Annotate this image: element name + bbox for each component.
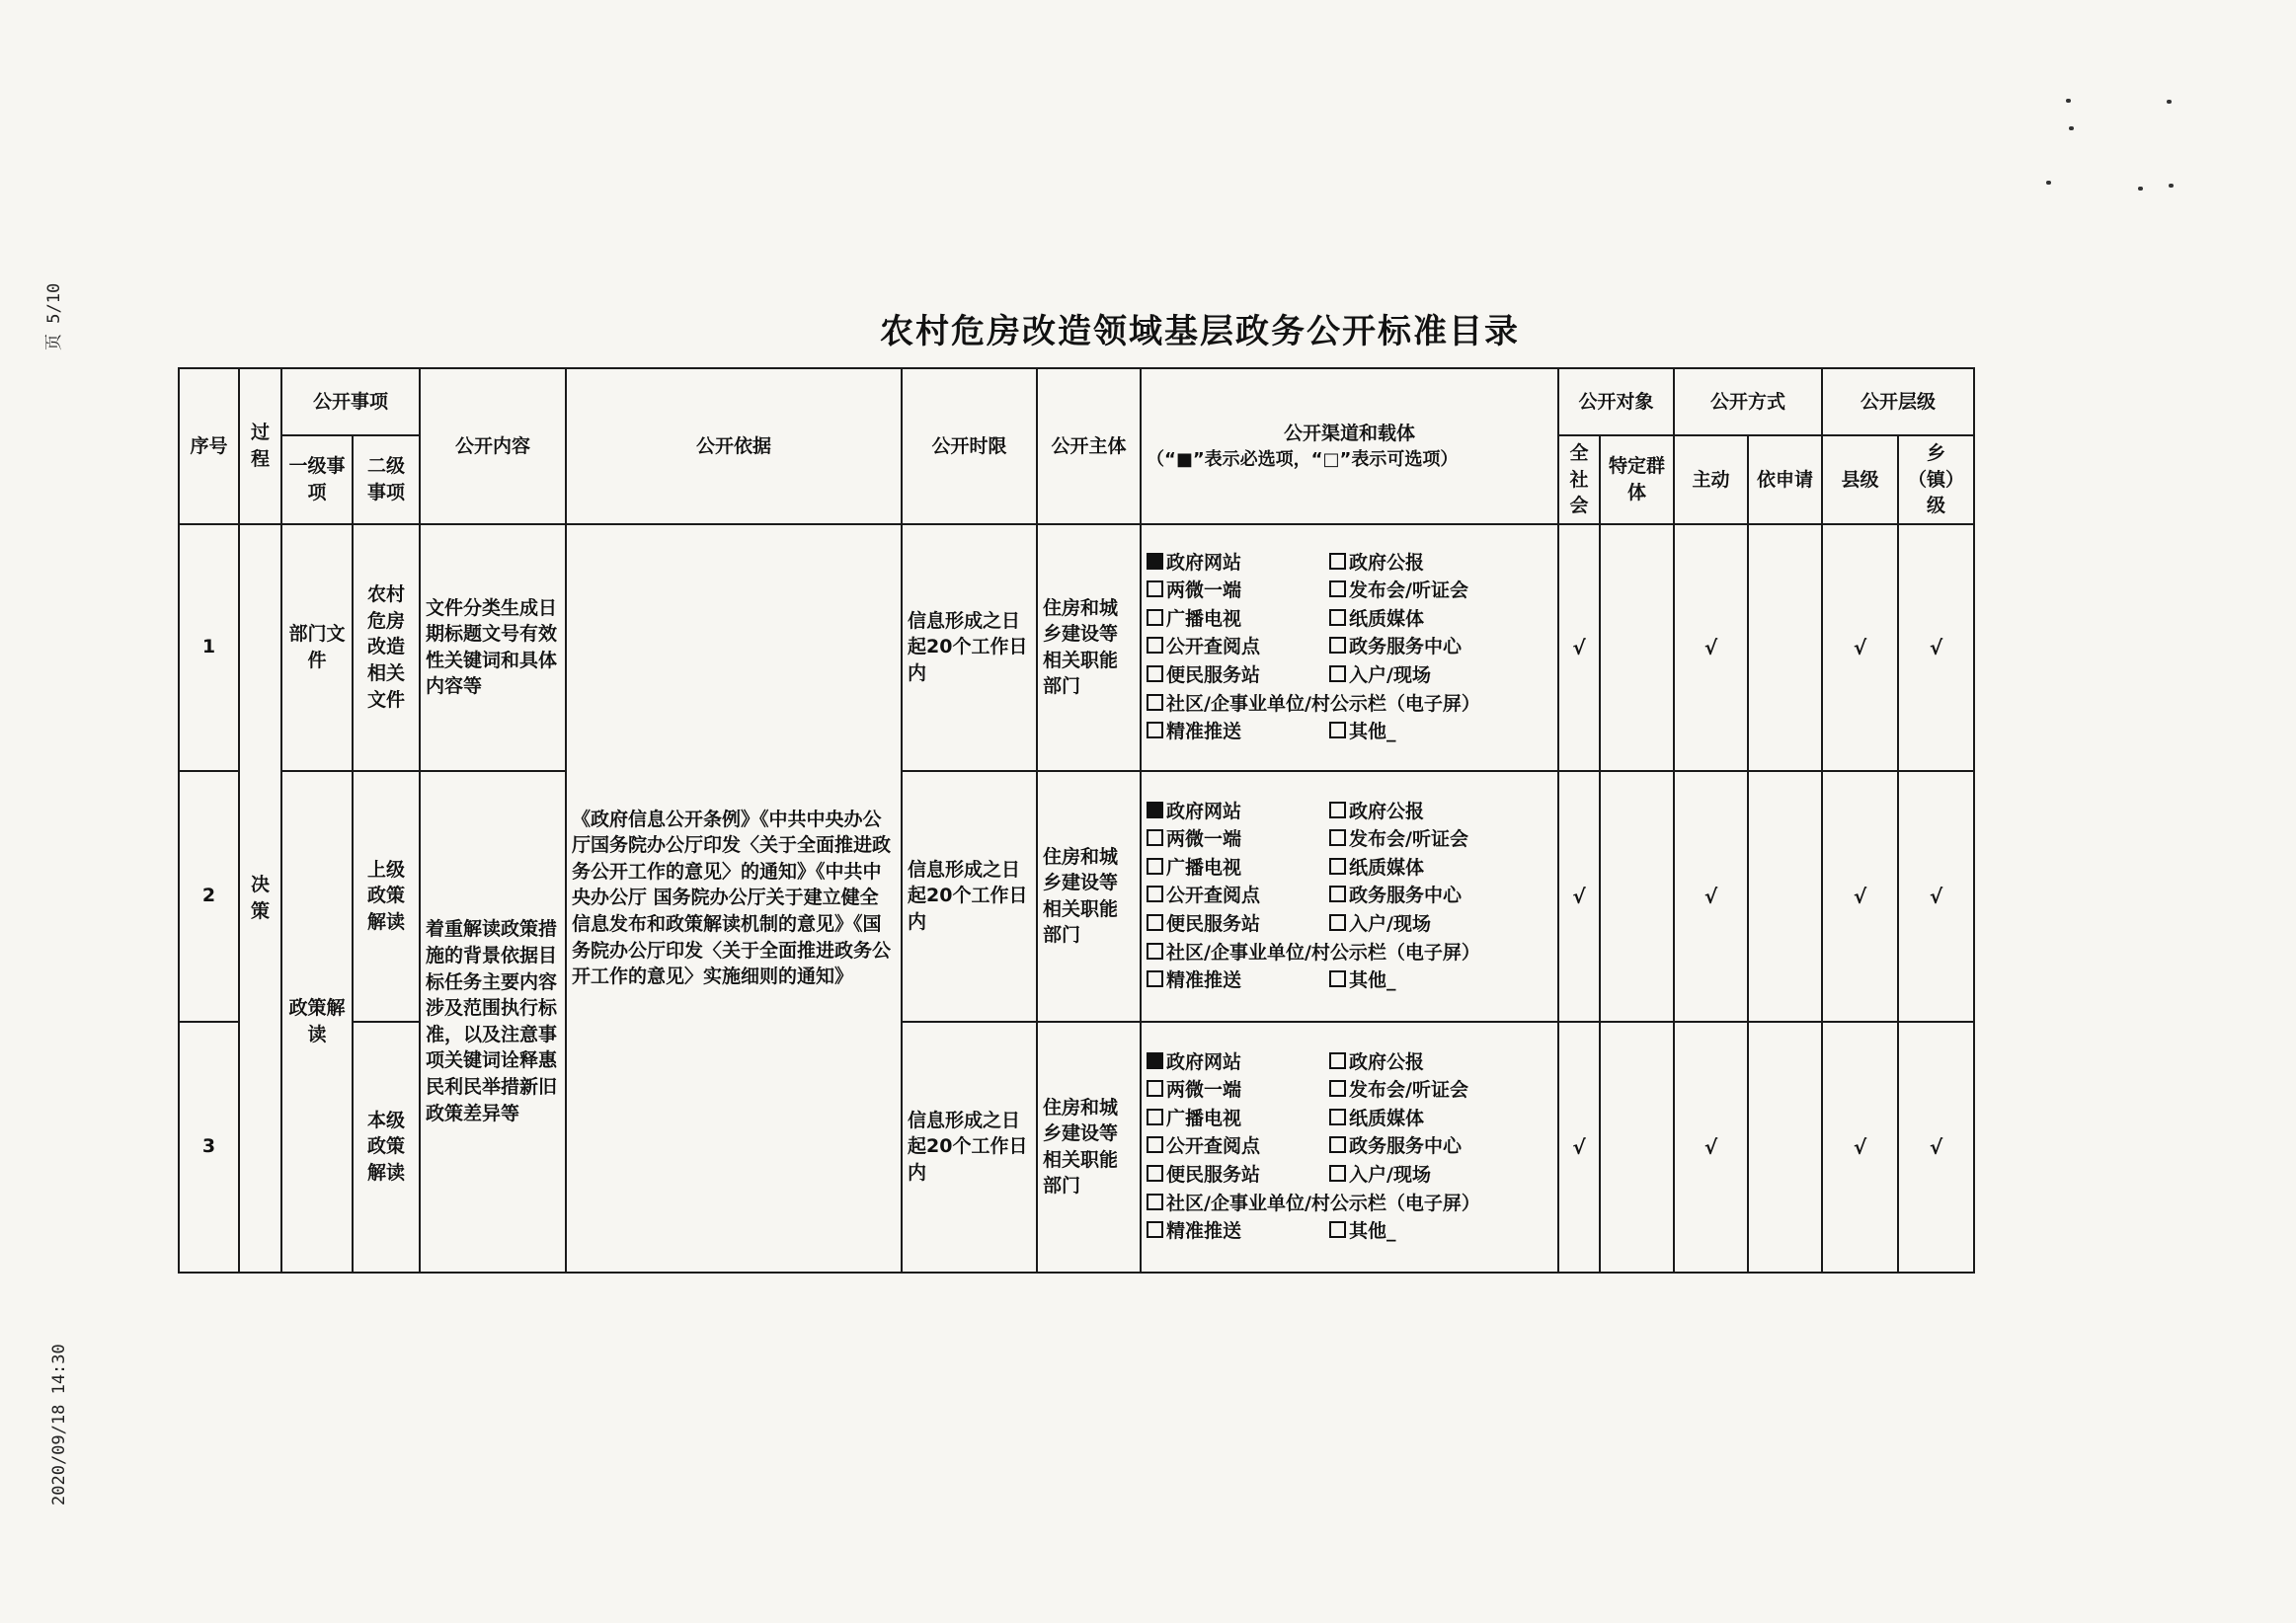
channel-label: 政府网站: [1166, 1050, 1242, 1073]
scan-speck: [2046, 181, 2051, 185]
basis-cell: 《政府信息公开条例》《中共中央办公厅国务院办公厅印发〈关于全面推进政务公开工作的意见〉的通知》《中共中央办公厅 国务院办公厅关于建立健全信息发布和政策解读机制的意见》《国务院办公厅印发〈关于全面推进政务公开工作的意见〉实施细则的通知》: [566, 524, 902, 1273]
channel-paper: [1329, 855, 1552, 882]
empty-box-icon: [1147, 858, 1163, 875]
header-channels: [1141, 368, 1558, 524]
channel-two-micro: [1147, 1077, 1329, 1104]
channel-label: 便民服务站: [1166, 913, 1261, 936]
empty-box-icon: [1147, 580, 1163, 597]
channel-label: 政务服务中心: [1349, 1135, 1463, 1158]
channel-press: [1329, 826, 1552, 853]
channel-service-center: [1329, 634, 1552, 660]
channel-list: [1147, 550, 1552, 745]
channel-label: 其他_: [1349, 721, 1396, 743]
row-target-specific: [1600, 1022, 1674, 1273]
header-method-active: 主动: [1674, 435, 1748, 524]
channel-label: 纸质媒体: [1349, 856, 1425, 879]
channel-label: 发布会/听证会: [1349, 1079, 1468, 1102]
channel-bulletin: [1147, 1191, 1552, 1217]
empty-box-icon: [1147, 1165, 1163, 1182]
channel-convenience: [1147, 662, 1329, 689]
row-tier-township: √: [1898, 1022, 1974, 1273]
process-cell: 决策: [239, 524, 281, 1273]
empty-box-icon: [1329, 914, 1346, 931]
row-channels: [1141, 524, 1558, 771]
channel-precise: [1147, 967, 1329, 994]
row-seq: 1: [179, 524, 239, 771]
empty-box-icon: [1147, 665, 1163, 682]
row-subject: 住房和城乡建设等相关职能部门: [1037, 1022, 1141, 1273]
empty-box-icon: [1329, 637, 1346, 654]
row-tier-township: √: [1898, 524, 1974, 771]
channel-gov-site: [1147, 799, 1329, 825]
empty-box-icon: [1329, 1080, 1346, 1097]
channel-label: 社区/企事业单位/村公示栏（电子屏）: [1166, 692, 1480, 715]
policy-level1: 政策解读: [281, 771, 353, 1273]
channel-label: 广播电视: [1166, 1107, 1242, 1129]
channel-reading-room: [1147, 1133, 1329, 1160]
channel-two-micro: [1147, 826, 1329, 853]
channel-label: 精准推送: [1166, 721, 1242, 743]
empty-box-icon: [1329, 722, 1346, 738]
scan-speck: [2167, 100, 2172, 104]
channel-label: 公开查阅点: [1166, 1135, 1261, 1158]
row-time-limit: 信息形成之日起20个工作日内: [902, 771, 1037, 1022]
channel-label: 政务服务中心: [1349, 636, 1463, 658]
empty-box-icon: [1329, 609, 1346, 626]
header-content: 公开内容: [420, 368, 566, 524]
channel-label: 公开查阅点: [1166, 636, 1261, 658]
header-tier-township: 乡（镇）级: [1898, 435, 1974, 524]
header-tier: 公开层级: [1822, 368, 1974, 435]
channel-broadcast: [1147, 1106, 1329, 1132]
header-level2: 二级事项: [353, 435, 420, 524]
channel-list: [1147, 1049, 1552, 1245]
channel-label: 两微一端: [1166, 828, 1242, 851]
header-method-request: 依申请: [1748, 435, 1822, 524]
empty-box-icon: [1329, 1052, 1346, 1069]
empty-box-icon: [1329, 1136, 1346, 1153]
empty-box-icon: [1329, 802, 1346, 818]
disclosure-table: [178, 367, 1975, 1274]
channel-label: 政府公报: [1349, 1050, 1425, 1073]
channel-label: 政府网站: [1166, 800, 1242, 822]
channel-label: 公开查阅点: [1166, 885, 1261, 907]
row-level2: 上级政策解读: [353, 771, 420, 1022]
channel-gov-site: [1147, 1049, 1329, 1076]
row-channels: [1141, 771, 1558, 1022]
channel-gov-gazette: [1329, 550, 1552, 577]
channels-title: 公开渠道和载体: [1284, 423, 1416, 444]
empty-box-icon: [1147, 1109, 1163, 1125]
table-row: [179, 524, 1974, 771]
row-method-request: [1748, 771, 1822, 1022]
empty-box-icon: [1147, 1221, 1163, 1238]
channel-press: [1329, 578, 1552, 604]
row-target-all: √: [1558, 771, 1600, 1022]
page-title: 农村危房改造领域基层政务公开标准目录: [880, 312, 1520, 351]
row-method-active: √: [1674, 771, 1748, 1022]
scan-speck: [2066, 99, 2071, 103]
channel-label: 其他_: [1349, 969, 1396, 992]
channel-label: 精准推送: [1166, 969, 1242, 992]
empty-box-icon: [1329, 1165, 1346, 1182]
channel-label: 两微一端: [1166, 1079, 1242, 1102]
row-subject: 住房和城乡建设等相关职能部门: [1037, 524, 1141, 771]
row-method-request: [1748, 1022, 1822, 1273]
channel-other: [1329, 967, 1552, 994]
channel-broadcast: [1147, 606, 1329, 633]
row-target-all: √: [1558, 524, 1600, 771]
empty-box-icon: [1147, 609, 1163, 626]
channel-service-center: [1329, 883, 1552, 909]
empty-box-icon: [1147, 637, 1163, 654]
channel-gov-site: [1147, 550, 1329, 577]
channel-label: 其他_: [1349, 1220, 1396, 1243]
channel-label: 入户/现场: [1349, 1164, 1431, 1187]
channel-precise: [1147, 1218, 1329, 1245]
channel-two-micro: [1147, 578, 1329, 604]
empty-box-icon: [1147, 1080, 1163, 1097]
filled-box-icon: [1147, 802, 1163, 818]
row-method-active: √: [1674, 1022, 1748, 1273]
channel-label: 发布会/听证会: [1349, 580, 1468, 602]
row-tier-county: √: [1822, 771, 1898, 1022]
channel-other: [1329, 1218, 1552, 1245]
policy-content: 着重解读政策措施的背景依据目标任务主要内容涉及范围执行标准，以及注意事项关键词诠释惠民利民举措新旧政策差异等: [420, 771, 566, 1273]
filled-box-icon: [1147, 1052, 1163, 1069]
channel-label: 便民服务站: [1166, 1164, 1261, 1187]
channel-label: 入户/现场: [1349, 913, 1431, 936]
empty-box-icon: [1147, 1136, 1163, 1153]
row-time-limit: 信息形成之日起20个工作日内: [902, 524, 1037, 771]
channel-press: [1329, 1077, 1552, 1104]
channel-label: 入户/现场: [1349, 664, 1431, 687]
channel-convenience: [1147, 1162, 1329, 1189]
empty-box-icon: [1147, 914, 1163, 931]
empty-box-icon: [1329, 1109, 1346, 1125]
row-tier-county: √: [1822, 1022, 1898, 1273]
channel-precise: [1147, 719, 1329, 745]
scan-speck: [2138, 187, 2143, 191]
table-row: [179, 771, 1974, 1022]
row-method-request: [1748, 524, 1822, 771]
channel-reading-room: [1147, 634, 1329, 660]
header-process: 过程: [239, 368, 281, 524]
row-level1: 部门文件: [281, 524, 353, 771]
scan-speck: [2169, 184, 2174, 188]
row-subject: 住房和城乡建设等相关职能部门: [1037, 771, 1141, 1022]
empty-box-icon: [1329, 970, 1346, 987]
print-datetime: 2020/09/18 14:30: [49, 1344, 69, 1506]
row-method-active: √: [1674, 524, 1748, 771]
row-tier-township: √: [1898, 771, 1974, 1022]
row-target-all: √: [1558, 1022, 1600, 1273]
empty-box-icon: [1329, 829, 1346, 846]
filled-box-icon: [1147, 553, 1163, 570]
empty-box-icon: [1329, 886, 1346, 902]
channel-label: 政府公报: [1349, 800, 1425, 822]
channel-label: 政府公报: [1349, 551, 1425, 574]
channel-label: 社区/企事业单位/村公示栏（电子屏）: [1166, 1192, 1480, 1214]
row-seq: 2: [179, 771, 239, 1022]
empty-box-icon: [1147, 1194, 1163, 1210]
channel-gov-gazette: [1329, 799, 1552, 825]
channel-onsite: [1329, 1162, 1552, 1189]
header-items: 公开事项: [281, 368, 420, 435]
channel-label: 两微一端: [1166, 580, 1242, 602]
header-time-limit: 公开时限: [902, 368, 1037, 524]
row-time-limit: 信息形成之日起20个工作日内: [902, 1022, 1037, 1273]
header-level1: 一级事项: [281, 435, 353, 524]
empty-box-icon: [1329, 665, 1346, 682]
header-target-all: 全社会: [1558, 435, 1600, 524]
header-target-specific: 特定群体: [1600, 435, 1674, 524]
empty-box-icon: [1329, 553, 1346, 570]
row-level2: 本级政策解读: [353, 1022, 420, 1273]
empty-box-icon: [1329, 1221, 1346, 1238]
channel-label: 纸质媒体: [1349, 1107, 1425, 1129]
channel-label: 广播电视: [1166, 607, 1242, 630]
header-target: 公开对象: [1558, 368, 1674, 435]
empty-box-icon: [1147, 722, 1163, 738]
empty-box-icon: [1147, 829, 1163, 846]
channel-gov-gazette: [1329, 1049, 1552, 1076]
row-tier-county: √: [1822, 524, 1898, 771]
row-channels: [1141, 1022, 1558, 1273]
empty-box-icon: [1329, 580, 1346, 597]
channel-list: [1147, 799, 1552, 994]
row-target-specific: [1600, 524, 1674, 771]
header-tier-county: 县级: [1822, 435, 1898, 524]
empty-box-icon: [1147, 943, 1163, 960]
channel-broadcast: [1147, 855, 1329, 882]
channel-label: 便民服务站: [1166, 664, 1261, 687]
channel-onsite: [1329, 662, 1552, 689]
channel-convenience: [1147, 911, 1329, 938]
channel-service-center: [1329, 1133, 1552, 1160]
channel-label: 社区/企事业单位/村公示栏（电子屏）: [1166, 941, 1480, 964]
channel-label: 纸质媒体: [1349, 607, 1425, 630]
channel-label: 广播电视: [1166, 856, 1242, 879]
channel-label: 政府网站: [1166, 551, 1242, 574]
empty-box-icon: [1147, 970, 1163, 987]
header-seq: 序号: [179, 368, 239, 524]
channel-paper: [1329, 606, 1552, 633]
channel-bulletin: [1147, 940, 1552, 966]
row-seq: 3: [179, 1022, 239, 1273]
row-content: 文件分类生成日期标题文号有效性关键词和具体内容等: [420, 524, 566, 771]
empty-box-icon: [1329, 858, 1346, 875]
channel-other: [1329, 719, 1552, 745]
row-level2: 农村危房改造相关文件: [353, 524, 420, 771]
header-subject: 公开主体: [1037, 368, 1141, 524]
scan-speck: [2069, 126, 2074, 130]
channel-label: 精准推送: [1166, 1220, 1242, 1243]
channel-onsite: [1329, 911, 1552, 938]
channel-label: 政务服务中心: [1349, 885, 1463, 907]
row-target-specific: [1600, 771, 1674, 1022]
channels-note: （“■”表示必选项，“□”表示可选项）: [1147, 448, 1459, 470]
empty-box-icon: [1147, 886, 1163, 902]
header-basis: 公开依据: [566, 368, 902, 524]
channel-paper: [1329, 1106, 1552, 1132]
empty-box-icon: [1147, 694, 1163, 711]
header-method: 公开方式: [1674, 368, 1822, 435]
channel-bulletin: [1147, 691, 1552, 718]
channel-label: 发布会/听证会: [1349, 828, 1468, 851]
channel-reading-room: [1147, 883, 1329, 909]
page-number: 页 5/10: [44, 282, 64, 350]
